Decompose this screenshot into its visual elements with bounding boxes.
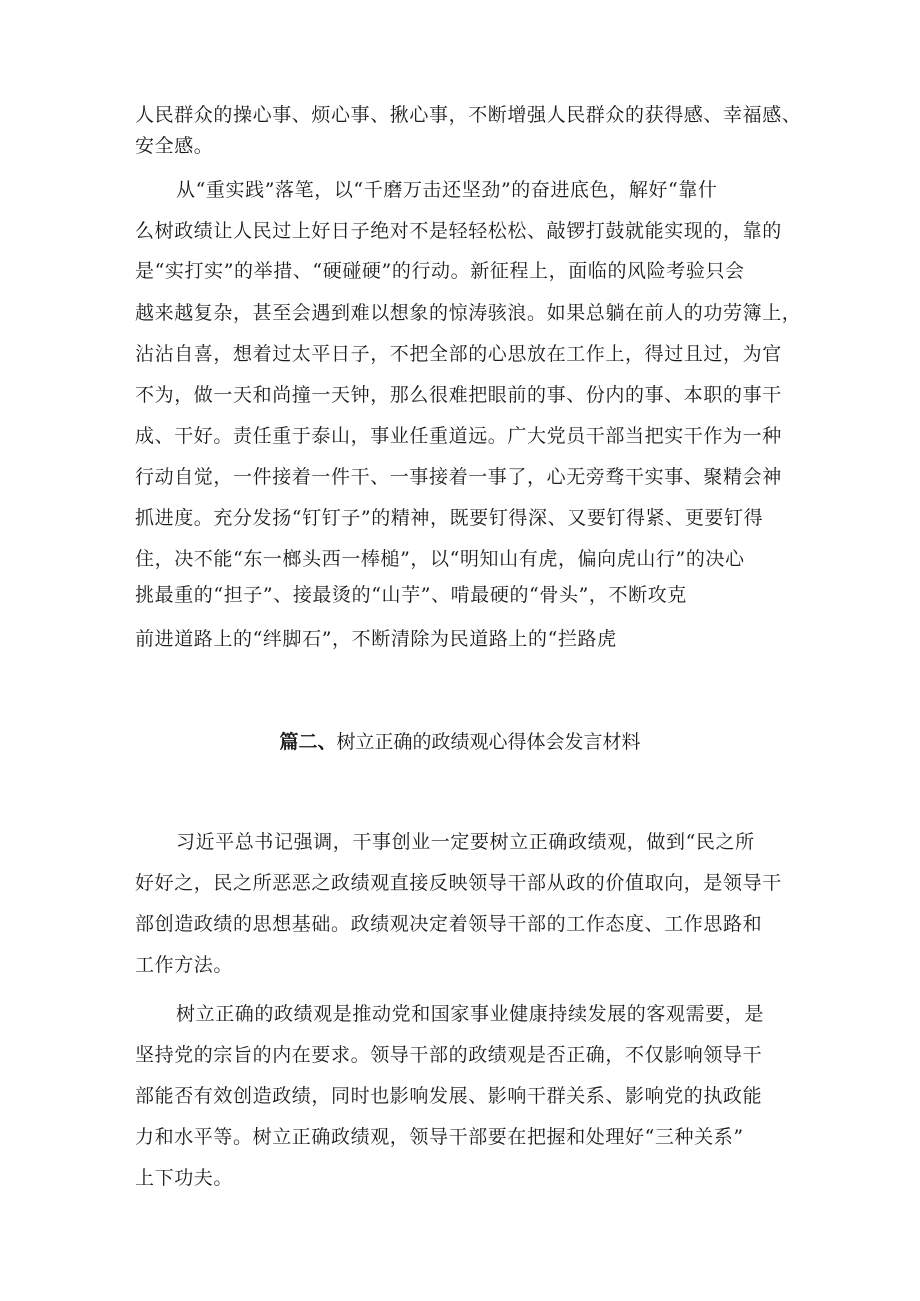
- text-line: 从“重实践”落笔，以“千磨万击还坚劲”的奋进底色，解好“靠什: [176, 179, 718, 201]
- text-line: 挑最重的“担子”、接最烫的“山芋”、啃最硬的“骨头”，不断攻克: [135, 584, 687, 606]
- text-line: 力和水平等。树立正确政绩观，领导干部要在把握和处理好“三种关系”: [135, 1126, 744, 1148]
- text-line: 前进道路上的“绊脚石”，不断清除为民道路上的“拦路虎: [135, 628, 617, 650]
- text-line: 行动自觉，一件接着一件干、一事接着一事了，心无旁骛干实事、聚精会神: [135, 466, 782, 488]
- text-line: 么树政绩让人民过上好日子绝对不是轻轻松松、敲锣打鼓就能实现的，靠的: [135, 220, 782, 242]
- text-line: 部能否有效创造政绩，同时也影响发展、影响干群关系、影响党的执政能: [135, 1085, 763, 1107]
- text-line: 沾沾自喜，想着过太平日子，不把全部的心思放在工作上，得过且过，为官: [135, 343, 782, 365]
- text-line: 抓进度。充分发扬“钉钉子”的精神，既要钉得深、又要钉得紧、更要钉得: [135, 507, 764, 529]
- text-line: 是“实打实”的举措、“硬碰硬”的行动。新征程上，面临的风险考验只会: [135, 260, 745, 282]
- text-line: 安全感。: [135, 135, 214, 157]
- text-line: 树立正确的政绩观是推动党和国家事业健康持续发展的客观需要，是: [176, 1003, 765, 1025]
- text-line: 越来越复杂，甚至会遇到难以想象的惊涛骇浪。如果总躺在前人的功劳簿上，: [135, 302, 802, 324]
- text-line: 不为，做一天和尚撞一天钟，那么很难把眼前的事、份内的事、本职的事干: [135, 384, 782, 406]
- text-line: 坚持党的宗旨的内在要求。领导干部的政绩观是否正确，不仅影响领导干: [135, 1044, 763, 1066]
- section-heading: [0, 730, 920, 754]
- heading-prefix: 篇二、: [279, 731, 337, 753]
- text-line: 习近平总书记强调，干事创业一定要树立正确政绩观，做到“民之所: [176, 831, 755, 853]
- text-line: 住，决不能“东一榔头西一棒槌”，以“明知山有虎，偏向虎山行”的决心: [135, 548, 745, 570]
- text-line: 部创造政绩的思想基础。政绩观决定着领导干部的工作态度、工作思路和: [135, 913, 763, 935]
- text-line: 工作方法。: [135, 954, 234, 976]
- text-line: 成、干好。责任重于泰山，事业任重道远。广大党员干部当把实干作为一种: [135, 425, 782, 447]
- heading-title: 树立正确的政绩观心得体会发言材料: [336, 731, 641, 753]
- text-line: 人民群众的操心事、烦心事、揪心事，不断增强人民群众的获得感、幸福感、: [135, 104, 802, 126]
- text-line: 好好之，民之所恶恶之政绩观直接反映领导干部从政的价值取向，是领导干: [135, 872, 782, 894]
- text-line: 上下功夫。: [135, 1167, 234, 1189]
